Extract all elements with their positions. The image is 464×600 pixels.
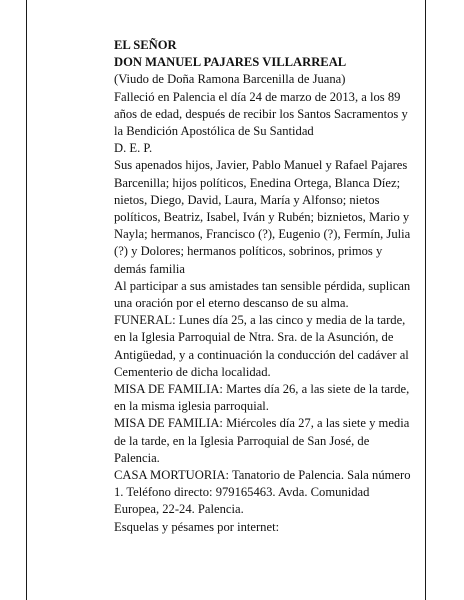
deceased-name: DON MANUEL PAJARES VILLARREAL bbox=[114, 55, 347, 70]
family-mass-tuesday: MISA DE FAMILIA: Martes día 26, a las siete de la tarde, en la misma iglesia parroquial. bbox=[114, 382, 410, 414]
prayer-request: Al participar a sus amistades tan sensible pérdida, suplican una oración por el eterno descanso de su alma. bbox=[114, 278, 411, 311]
widower-note: (Viudo de Doña Ramona Barcenilla de Juana) bbox=[114, 72, 346, 87]
dep-line: D. E. P. bbox=[114, 141, 153, 156]
family-mass-wednesday: MISA DE FAMILIA: Miércoles día 27, a las siete y media de la tarde, en la Iglesia Parroquial de San José, de Palencia. bbox=[114, 416, 410, 465]
funeral-paragraph bbox=[114, 312, 414, 381]
notice-title: EL SEÑOR bbox=[114, 38, 177, 52]
family-paragraph: Sus apenados hijos, Javier, Pablo Manuel y Rafael Pajares Barcenilla; hijos políticos, Enedina Ortega, Blanca Díez; nietos, Diego, David, Laura, María y Alfonso; nietos políticos, Beatriz, Isabel, Iván y Rubén; biznietos, Mario y Nayla; hermanos, Francisco (?), Eugenio (?), Fermín, Julia (?) y Dolores; hermanos políticos, sobrinos, primos y demás familia bbox=[114, 158, 411, 276]
death-notice: Falleció en Palencia el día 24 de marzo de 2013, a los 89 años de edad, después de recibir los Santos Sacramentos y la Bendición Apostólica de Su Santidad bbox=[114, 89, 408, 139]
funeral-text: Lunes día 25, a las cinco y media de la tarde, en la Iglesia Parroquial de Ntra. Sra. de la Asunción, de Antigüedad, y a continuación la conducción del cadáver al Cementerio de dicha localidad. bbox=[114, 313, 409, 379]
funeral-label: FUNERAL: bbox=[114, 313, 176, 328]
obituary-notice bbox=[114, 37, 414, 536]
funeral-home: CASA MORTUORIA: Tanatorio de Palencia. Sala número 1. Teléfono directo: 979165463. Avda. Comunidad Europea, 22-24. Palencia. bbox=[114, 468, 411, 517]
online-condolences: Esquelas y pésames por internet: bbox=[114, 519, 280, 534]
